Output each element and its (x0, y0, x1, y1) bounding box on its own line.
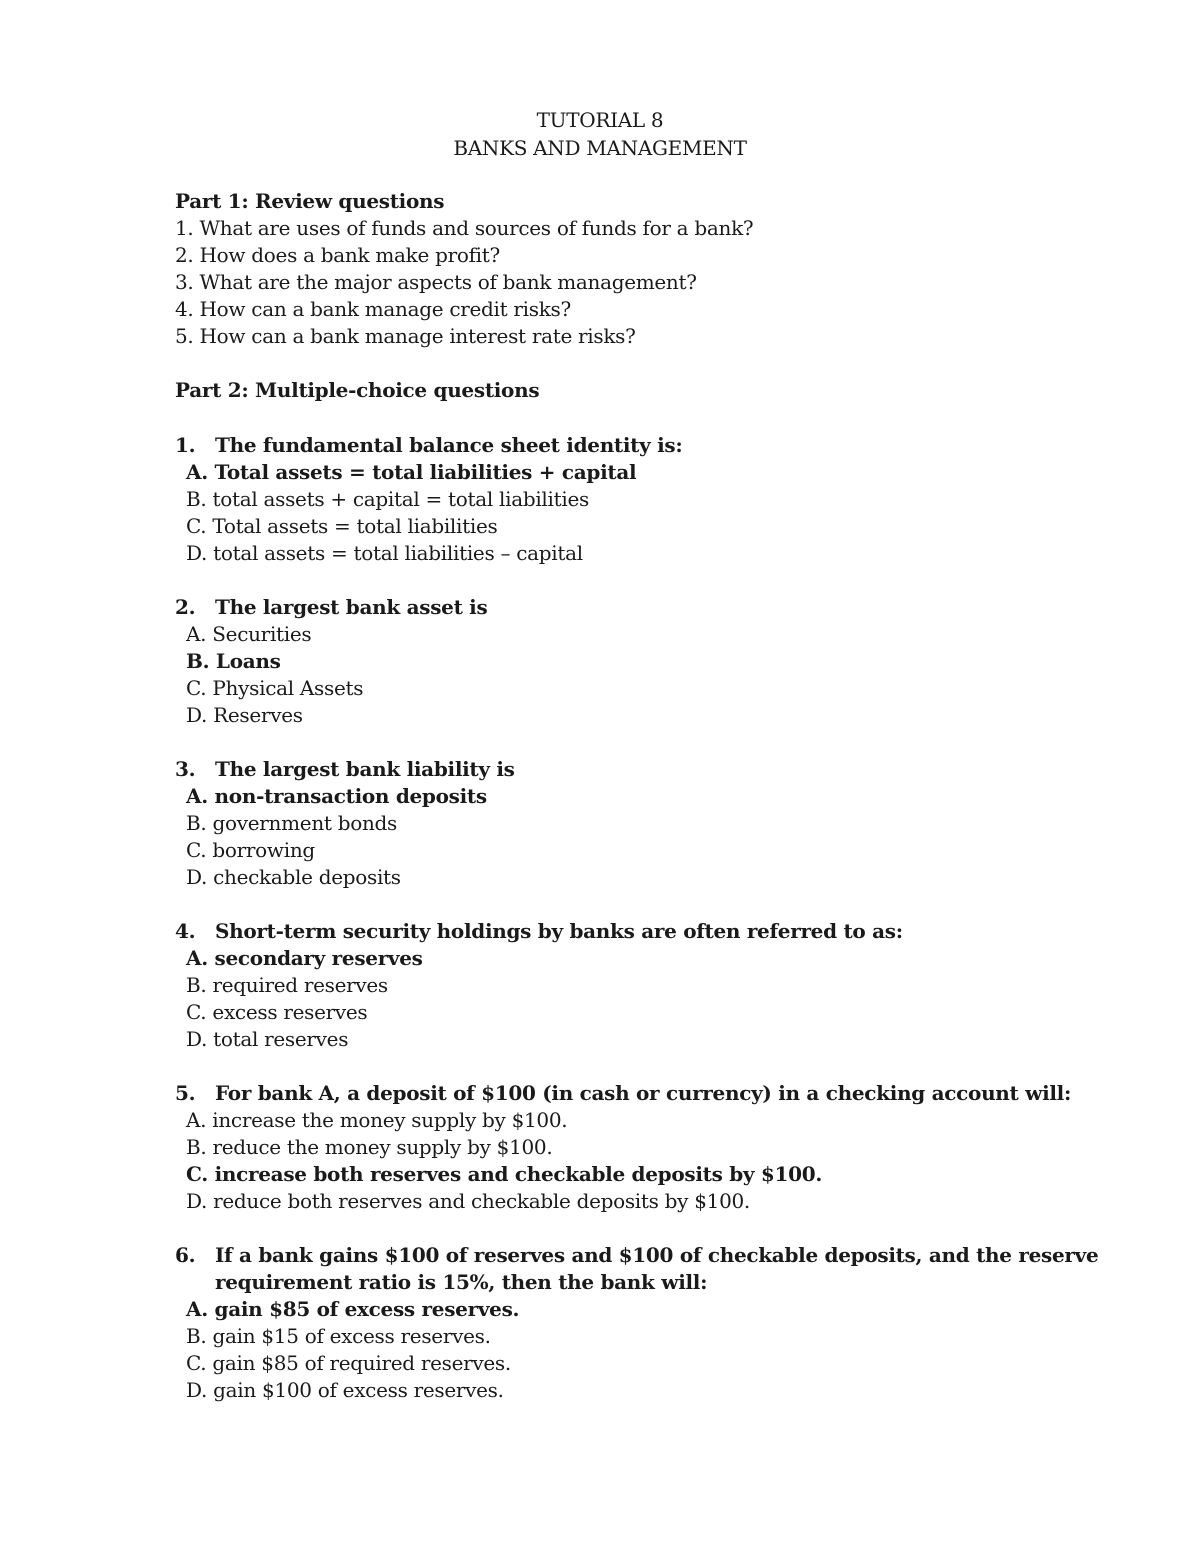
answer-option: B. reduce the money supply by $100. (186, 1135, 553, 1159)
question-number: 2. (175, 595, 196, 619)
answer-option: D. reduce both reserves and checkable deposits by $100. (186, 1189, 750, 1213)
answer-option-correct: A. non-transaction deposits (186, 784, 487, 808)
answer-option: C. gain $85 of required reserves. (186, 1351, 511, 1375)
answer-option-correct: A. secondary reserves (186, 946, 423, 970)
answer-option: D. gain $100 of excess reserves. (186, 1378, 504, 1402)
answer-option: B. total assets + capital = total liabilities (186, 487, 589, 511)
document-subtitle: BANKS AND MANAGEMENT (453, 136, 747, 160)
question-text: Short-term security holdings by banks are often referred to as: (215, 919, 903, 943)
answer-option-correct: A. Total assets = total liabilities + capital (186, 460, 637, 484)
question-text: For bank A, a deposit of $100 (in cash or currency) in a checking account will: (215, 1081, 1072, 1105)
document-title: TUTORIAL 8 (536, 108, 664, 132)
answer-option: D. total reserves (186, 1027, 349, 1051)
answer-option: C. borrowing (186, 838, 315, 862)
question-text: The largest bank asset is (215, 595, 488, 619)
answer-option-correct: A. gain $85 of excess reserves. (186, 1297, 520, 1321)
answer-option: A. Securities (186, 622, 312, 646)
part2-heading: Part 2: Multiple-choice questions (175, 378, 540, 402)
answer-option: C. excess reserves (186, 1000, 368, 1024)
answer-option: B. required reserves (186, 973, 388, 997)
answer-option-correct: C. increase both reserves and checkable deposits by $100. (186, 1162, 822, 1186)
question-number: 3. (175, 757, 196, 781)
answer-option: B. government bonds (186, 811, 397, 835)
part1-heading: Part 1: Review questions (175, 189, 445, 213)
question-number: 6. (175, 1243, 196, 1267)
answer-option: C. Total assets = total liabilities (186, 514, 498, 538)
question-text: The fundamental balance sheet identity is: (215, 433, 683, 457)
question-number: 1. (175, 433, 196, 457)
question-text: The largest bank liability is (215, 757, 515, 781)
review-question: 3. What are the major aspects of bank management? (175, 270, 697, 294)
question-number: 4. (175, 919, 196, 943)
answer-option: D. checkable deposits (186, 865, 401, 889)
review-question: 4. How can a bank manage credit risks? (175, 297, 571, 321)
answer-option: A. increase the money supply by $100. (186, 1108, 568, 1132)
question-text: If a bank gains $100 of reserves and $100 of checkable deposits, and the reserve (215, 1243, 1099, 1267)
answer-option-correct: B. Loans (186, 649, 281, 673)
answer-option: D. Reserves (186, 703, 303, 727)
answer-option: D. total assets = total liabilities – capital (186, 541, 583, 565)
review-question: 1. What are uses of funds and sources of funds for a bank? (175, 216, 754, 240)
review-question: 5. How can a bank manage interest rate risks? (175, 324, 636, 348)
answer-option: C. Physical Assets (186, 676, 364, 700)
answer-option: B. gain $15 of excess reserves. (186, 1324, 491, 1348)
question-number: 5. (175, 1081, 196, 1105)
question-text-continued: requirement ratio is 15%, then the bank will: (215, 1270, 708, 1294)
review-question: 2. How does a bank make profit? (175, 243, 500, 267)
